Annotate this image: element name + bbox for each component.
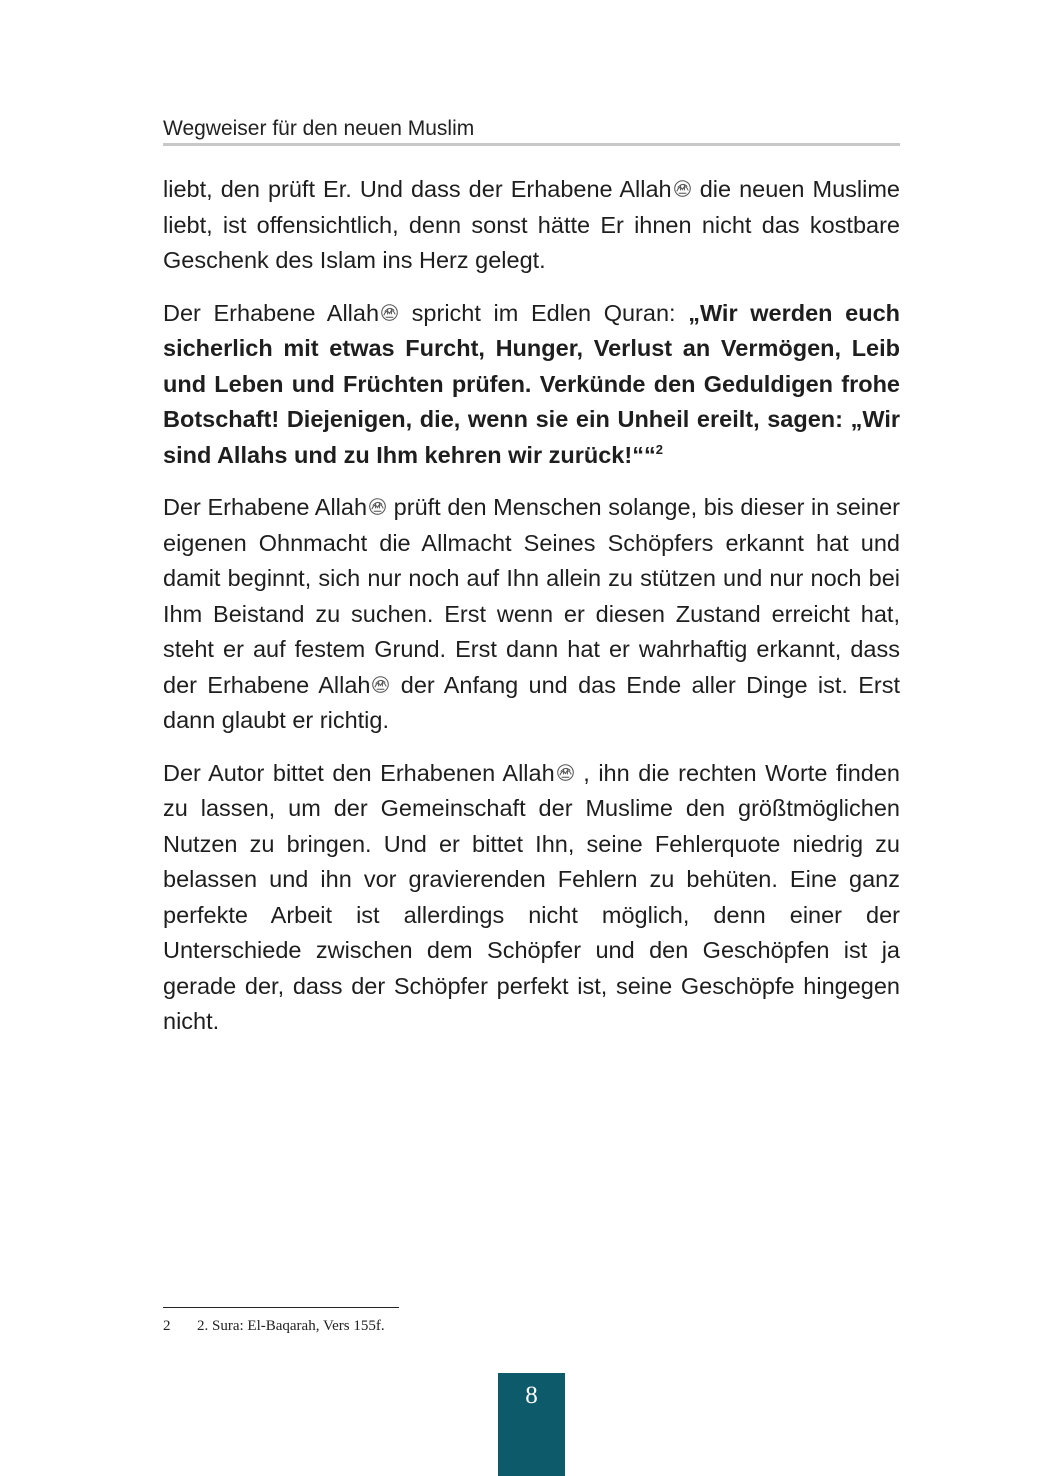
paragraph-3-part-b: prüft den Menschen solange, bis dieser in seiner eigenen Ohnmacht die Allmacht Seines Schöpfers erkannt hat und damit beginnt, sich nur noch auf Ihn allein zu stützen und nur noch bei Ihm Beistand zu suchen. Erst wenn er diesen Zustand erreicht hat, steht er auf festem Grund. Erst dann hat er wahrhaftig erkannt, dass der Erhabene Allah <box>163 494 900 698</box>
page-number: 8 <box>525 1382 538 1409</box>
footnote-divider <box>163 1307 399 1308</box>
allah-honorific-icon <box>556 763 575 782</box>
paragraph-2 <box>163 296 900 474</box>
paragraph-2-part-b: spricht im Edlen Quran: <box>399 299 689 326</box>
footnote-number: 2 <box>163 1318 171 1334</box>
allah-honorific-icon <box>368 497 387 516</box>
paragraph-1 <box>163 172 900 279</box>
page-number-tab <box>498 1373 565 1476</box>
allah-honorific-icon <box>371 675 390 694</box>
paragraph-1-part-a: liebt, den prüft Er. Und dass der Erhabene Allah <box>163 176 672 202</box>
header-divider <box>163 143 900 146</box>
paragraph-2-part-a: Der Erhabene Allah <box>163 299 380 326</box>
footnote-text: 2. Sura: El-Baqarah, Vers 155f. <box>197 1318 385 1334</box>
paragraph-1-part-b: die neuen Muslime liebt, ist offensichtlich, denn sonst hätte Er ihnen nicht das kostbare Geschenk des Islam ins Herz gelegt. <box>163 176 900 273</box>
paragraph-4-part-a: Der Autor bittet den Erhabenen Allah <box>163 759 555 786</box>
paragraph-4-part-b: , ihn die rechten Worte finden zu lassen, um der Gemeinschaft der Muslime den größtmöglichen Nutzen zu bringen. Und er bittet Ihn, seine Fehlerquote niedrig zu belassen und ihn vor gravierenden Fehlern zu behüten. Eine ganz perfekte Arbeit ist allerdings nicht möglich, denn einer der Unterschiede zwischen dem Schöpfer und den Geschöpfen ist ja gerade der, dass der Schöpfer perfekt ist, seine Geschöpfe hingegen nicht. <box>163 759 900 1034</box>
paragraph-3 <box>163 490 900 739</box>
paragraph-3-part-a: Der Erhabene Allah <box>163 494 368 520</box>
allah-honorific-icon <box>673 179 692 198</box>
quran-quote: „Wir werden euch sicherlich mit etwas Furcht, Hunger, Verlust an Vermögen, Leib und Leben und Früchten prüfen. Verkünde den Geduldigen frohe Botschaft! Diejenigen, die, wenn sie ein Unheil ereilt, sagen: „Wir sind Allahs und zu Ihm kehren wir zurück!““ <box>163 299 901 468</box>
footnote-reference[interactable]: 2 <box>655 441 663 457</box>
main-text <box>163 172 900 1057</box>
footnote <box>163 1316 385 1336</box>
running-header: Wegweiser für den neuen Muslim <box>163 117 475 140</box>
paragraph-3-part-c: der Anfang und das Ende aller Dinge ist. Erst dann glaubt er richtig. <box>163 671 900 733</box>
paragraph-4 <box>163 756 900 1040</box>
allah-honorific-icon <box>380 303 399 322</box>
